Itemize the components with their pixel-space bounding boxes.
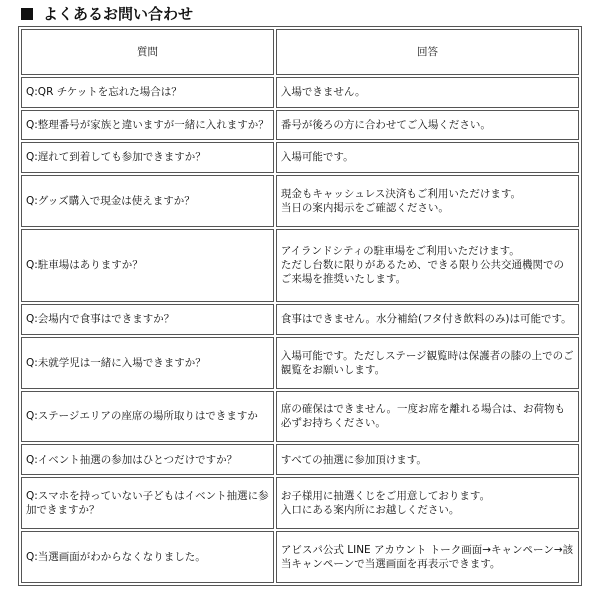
answer-cell: 入場可能です。ただしステージ観覧時は保護者の膝の上でのご観覧をお願いします。 <box>276 337 579 389</box>
header-row <box>21 29 579 75</box>
answer-cell: お子様用に抽選くじをご用意しております。 入口にある案内所にお越しください。 <box>276 477 579 529</box>
table-row <box>21 444 579 475</box>
answer-cell: アイランドシティの駐車場をご利用いただけます。 ただし台数に限りがあるため、できる限り公共交通機関でのご来場を推奨いたします。 <box>276 229 579 302</box>
faq-table <box>18 26 582 586</box>
answer-cell: 席の確保はできません。一度お席を離れる場合は、お荷物も必ずお持ちください。 <box>276 391 579 443</box>
question-cell: Q:整理番号が家族と違いますが一緒に入れますか？ <box>21 110 274 141</box>
table-row <box>21 110 579 141</box>
answer-cell: アビスパ公式 LINE アカウント トーク画面→キャンペーン→該当キャンペーンで当選画面を再表示できます。 <box>276 531 579 583</box>
answer-header: 回答 <box>276 29 579 75</box>
question-cell: Q:ステージエリアの座席の場所取りはできますか <box>21 391 274 443</box>
answer-cell: 現金もキャッシュレス決済もご利用いただけます。 当日の案内掲示をご確認ください。 <box>276 175 579 227</box>
question-cell: Q:未就学児は一緒に入場できますか？ <box>21 337 274 389</box>
question-cell: Q:スマホを持っていない子どもはイベント抽選に参加できますか？ <box>21 477 274 529</box>
table-row <box>21 142 579 173</box>
table-row <box>21 337 579 389</box>
table-row <box>21 175 579 227</box>
table-row <box>21 531 579 583</box>
answer-cell: 入場できません。 <box>276 77 579 108</box>
table-row <box>21 391 579 443</box>
question-cell: Q:グッズ購入で現金は使えますか？ <box>21 175 274 227</box>
table-row <box>21 477 579 529</box>
table-row <box>21 229 579 302</box>
page-title <box>21 4 193 24</box>
question-cell: Q:会場内で食事はできますか？ <box>21 304 274 335</box>
question-cell: Q:QR チケットを忘れた場合は？ <box>21 77 274 108</box>
table-row <box>21 77 579 108</box>
faq-body <box>21 77 579 583</box>
question-cell: Q:駐車場はありますか？ <box>21 229 274 302</box>
answer-cell: すべての抽選に参加頂けます。 <box>276 444 579 475</box>
table-row <box>21 304 579 335</box>
question-cell: Q:イベント抽選の参加はひとつだけですか？ <box>21 444 274 475</box>
square-bullet-icon <box>21 8 33 20</box>
question-cell: Q:遅れて到着しても参加できますか？ <box>21 142 274 173</box>
answer-cell: 入場可能です。 <box>276 142 579 173</box>
question-cell: Q:当選画面がわからなくなりました。 <box>21 531 274 583</box>
page-title-text: よくあるお問い合わせ <box>43 5 194 23</box>
answer-cell: 番号が後ろの方に合わせてご入場ください。 <box>276 110 579 141</box>
question-header: 質問 <box>21 29 274 75</box>
answer-cell: 食事はできません。水分補給(フタ付き飲料のみ)は可能です。 <box>276 304 579 335</box>
